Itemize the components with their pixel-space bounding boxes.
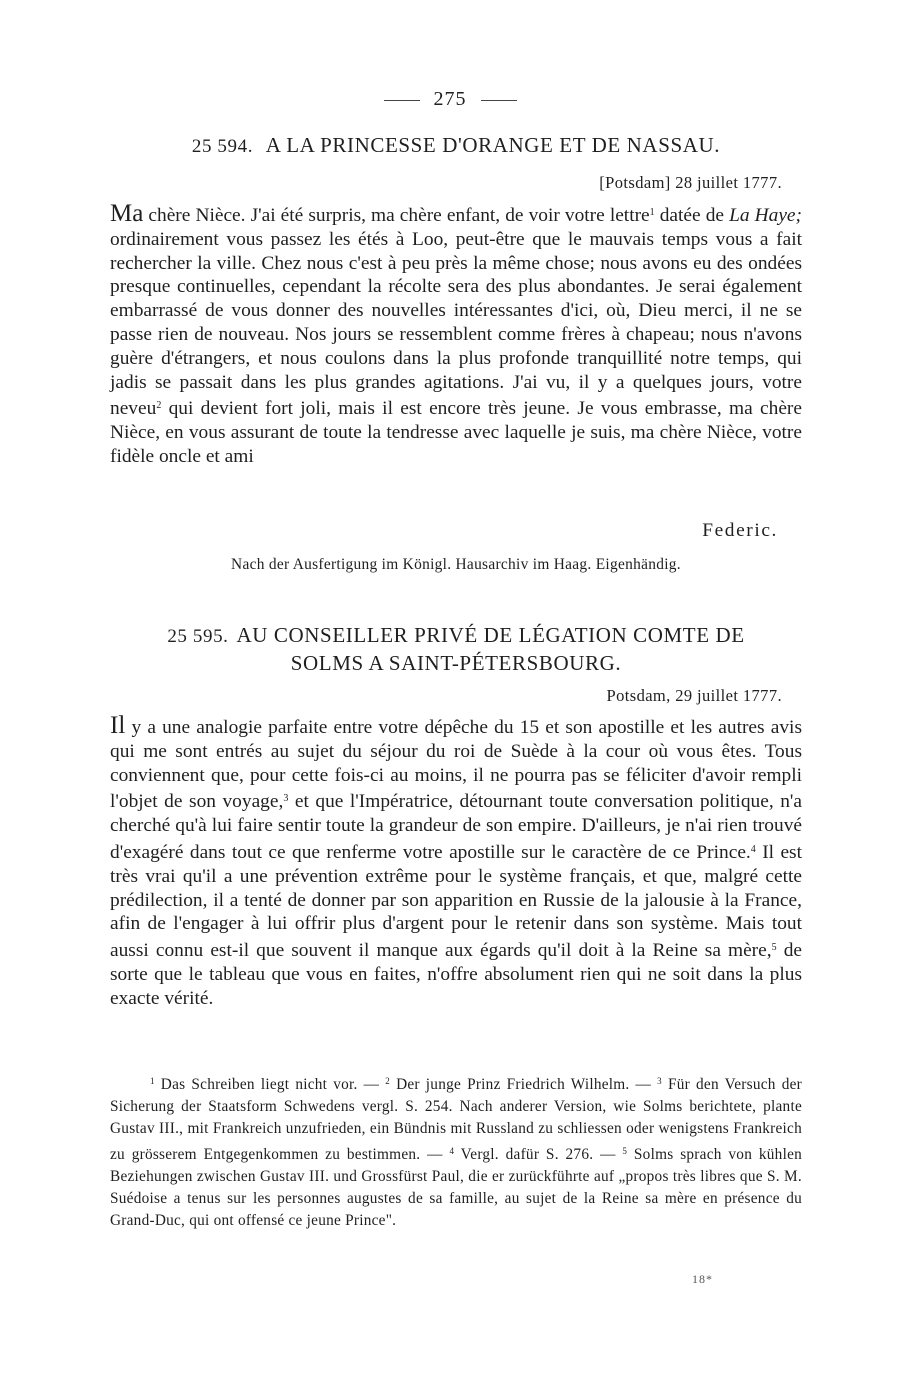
letter-2-opening: Il [110,712,126,739]
footnote-ref: 1 [649,207,655,218]
letter-1-opening: Ma [110,200,144,227]
letter-2-heading [110,622,802,676]
letter-1-text-1: chère Nièce. J'ai été surpris, ma chère enfant, de voir votre lettre [143,205,650,226]
letter-2-body [110,714,802,1011]
letter-2-heading-line-1 [110,622,802,650]
letter-1-signature: Federic. [702,520,778,541]
footnote-number: 4 [449,1146,455,1156]
letter-2-text-3: Il est très vrai qu'il a une prévention extrême pour le système français, et que, malgré cette prédilection, il a tenté de donner par son apparition en Russie de la jalousie à la France, afin de l'engager à lui offrir plus d'argent pour le retenir dans son système. Mais tout aussi connu est-il que souvent il manque aux égards qu'il doit à la Reine sa mère, [110,841,802,962]
letter-1-number: 25 594. [191,136,254,157]
letter-1-text-2: datée de [654,205,730,226]
footnote-1: Das Schreiben liegt nicht vor. — [154,1076,386,1093]
footnotes [110,1070,802,1232]
page-number [0,88,900,111]
footnote-number: 1 [150,1076,155,1086]
footnote-number: 2 [385,1076,391,1086]
letter-2-title-line-1: AU CONSEILLER PRIVÉ DE LÉGATION COMTE DE [236,623,745,647]
signature-mark: 18* [692,1272,713,1286]
letter-1-body [110,201,802,469]
letter-1-title: A LA PRINCESSE D'ORANGE ET DE NASSAU. [265,133,721,157]
letter-1-text-4: qui devient fort joli, mais il est encore très jeune. Je vous embrasse, ma chère Nièce, en vous assurant de toute la tendresse avec laquelle je suis, ma chère Nièce, votre fidèle oncle et ami [110,398,802,467]
letter-1-heading [110,132,802,160]
letter-1-place: La Haye; [729,205,802,226]
footnote-ref: 4 [750,843,756,855]
rule-left [384,100,420,101]
letter-1-source: Nach der Ausfertigung im Königl. Hausarchiv im Haag. Eigenhändig. [231,556,681,573]
page-number-text: 275 [433,88,467,110]
letter-1-dateline: [Potsdam] 28 juillet 1777. [599,173,782,192]
letter-2-text-2: et que l'Impératrice, détournant toute conversation politique, n'a cherché qu'à lui faire sentir toute la grandeur de son empire. D'ailleurs, je n'ai rien trouvé d'exagéré dans tout ce que renferme votre apostille sur le caractère de ce Prince. [110,791,802,863]
letter-2-text-1: y a une analogie parfaite entre votre dépêche du 15 et son apostille et les autres avis qui me sont entrés au sujet du séjour du roi de Suède à la cour où vous êtes. Tous conviennent que, pour cette fois-ci au moins, il ne pourra pas se féliciter d'avoir rempli l'objet de son voyage, [110,717,802,813]
footnote-number: 3 [657,1076,662,1086]
letter-1-text-3: ordinairement vous passez les étés à Loo, peut-être que le mauvais temps vous a fait rechercher la ville. Chez nous c'est à peu près la même chose; nous avons eu des ondées presque continuelles, cependant la récolte sera des plus abondantes. Je serai également embarrassé de vous donner des nouvelles intéressantes d'ici, où, Dieu merci, il ne se passe rien de nouveau. Nos jours se ressemblent comme frères à chapeau; nous n'avons guère d'étrangers, et nous coulons dans la plus profonde tranquillité notre temps, qui jadis se passait dans les plus grandes agitations. J'ai vu, il y a quelques jours, votre neveu [110,228,802,420]
letter-2-text-4: de sorte que le tableau que vous en faites, n'offre absolument rien qui ne soit dans la plus exacte vérité. [110,940,802,1009]
footnote-5: Solms sprach von kühlen Beziehungen zwischen Gustav III. und Grossfürst Paul, die er zurückführte auf „propos très libres que S. M. Suédoise a tenus sur les personnes augustes de sa famille, au sujet de la Reine sa mère en présence du Grand-Duc, qui ont offensé ce jeune Prince". [110,1146,803,1229]
footnote-ref: 3 [283,793,289,805]
rule-right [481,100,517,101]
letter-2-title-line-2: SOLMS A SAINT-PÉTERSBOURG. [290,651,622,675]
letter-2-dateline: Potsdam, 29 juillet 1777. [606,686,782,705]
footnote-2: Der junge Prinz Friedrich Wilhelm. — [390,1076,658,1093]
letter-2-number: 25 595. [167,626,229,647]
footnote-number: 5 [622,1146,628,1156]
footnote-4: Vergl. dafür S. 276. — [454,1146,623,1163]
footnote-ref: 5 [771,942,777,954]
footnote-ref: 2 [156,400,162,412]
footnote-3: Für den Versuch der Sicherung der Staatsform Schwedens vergl. S. 254. Nach anderer Version, wie Solms berichtete, plante Gustav III., mit Frankreich unzufrieden, ein Bündnis mit Russland zu schliessen oder wenigstens Frankreich zu grösserem Entgegenkommen zu bestimmen. — [110,1076,802,1163]
